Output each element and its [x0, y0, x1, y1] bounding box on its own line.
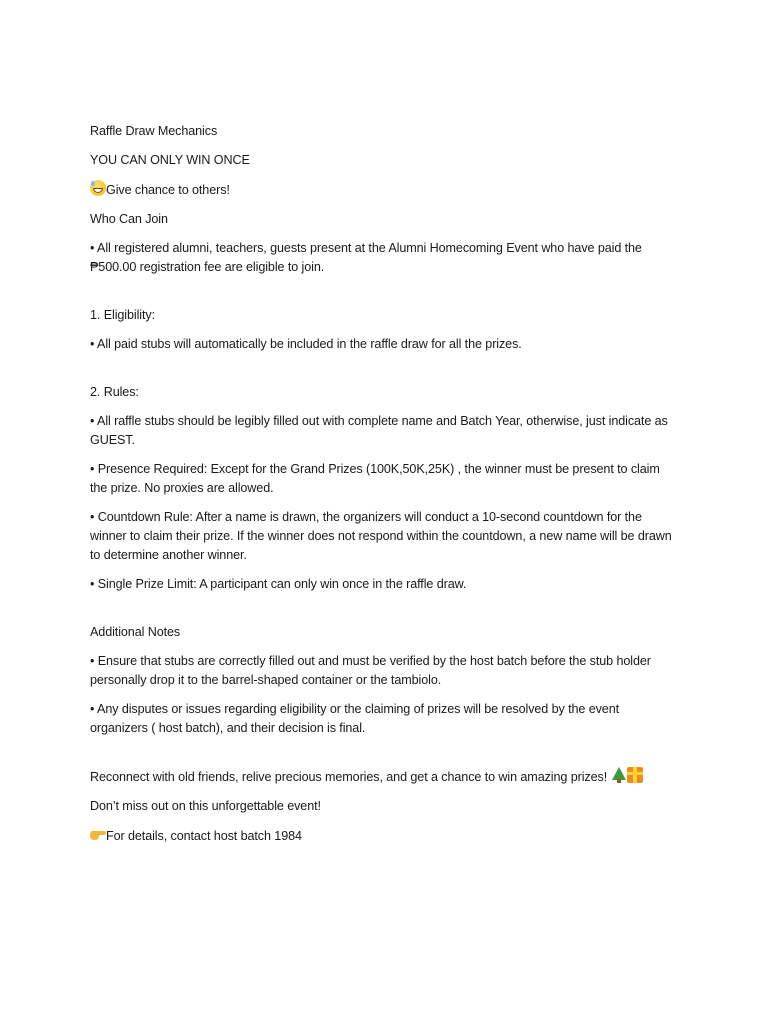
additional-notes-heading: Additional Notes: [90, 625, 181, 639]
who-can-join-text: • All registered alumni, teachers, guests present at the Alumni Homecoming Event who have paid the ₱500.00 registration fee are eligible to join.: [90, 241, 642, 274]
give-chance-text: Give chance to others!: [106, 183, 230, 197]
rule-item: • All raffle stubs should be legibly filled out with complete name and Batch Year, otherwise, just indicate as GUEST.: [90, 414, 668, 447]
dont-miss-line: Don’t miss out on this unforgettable event!: [90, 799, 321, 813]
eligibility-text: • All paid stubs will automatically be included in the raffle draw for all the prizes.: [90, 337, 522, 351]
additional-note-item: • Ensure that stubs are correctly filled out and must be verified by the host batch before the stub holder personally drop it to the barrel-shaped container or the tambiolo.: [90, 654, 651, 687]
additional-note-item: • Any disputes or issues regarding eligibility or the claiming of prizes will be resolved by the event organizers ( host batch), and their decision is final.: [90, 702, 620, 735]
rules-heading: 2. Rules:: [90, 385, 139, 399]
pointing-right-hand-icon: [90, 826, 106, 842]
contact-line: [90, 826, 678, 846]
gift-icon: [627, 767, 643, 783]
rule-item: • Countdown Rule: After a name is drawn, the organizers will conduct a 10-second countdown for the winner to claim their prize. If the winner does not respond within the countdown, a new name will be drawn to determine another winner.: [90, 510, 672, 562]
rule-item: • Presence Required: Except for the Grand Prizes (100K,50K,25K) , the winner must be present to claim the prize. No proxies are allowed.: [90, 462, 660, 495]
document-title: Raffle Draw Mechanics: [90, 124, 218, 138]
contact-text: For details, contact host batch 1984: [106, 829, 302, 843]
rule-item: • Single Prize Limit: A participant can only win once in the raffle draw.: [90, 577, 467, 591]
give-chance-line: [90, 180, 678, 200]
grinning-face-with-sweat-icon: [90, 180, 106, 196]
reconnect-text: Reconnect with old friends, relive precious memories, and get a chance to win amazing prizes!: [90, 770, 608, 784]
eligibility-heading: 1. Eligibility:: [90, 308, 155, 322]
reconnect-line: [90, 767, 678, 787]
win-once-line: YOU CAN ONLY WIN ONCE: [90, 153, 250, 167]
christmas-tree-icon: [611, 767, 627, 783]
who-can-join-heading: Who Can Join: [90, 212, 168, 226]
